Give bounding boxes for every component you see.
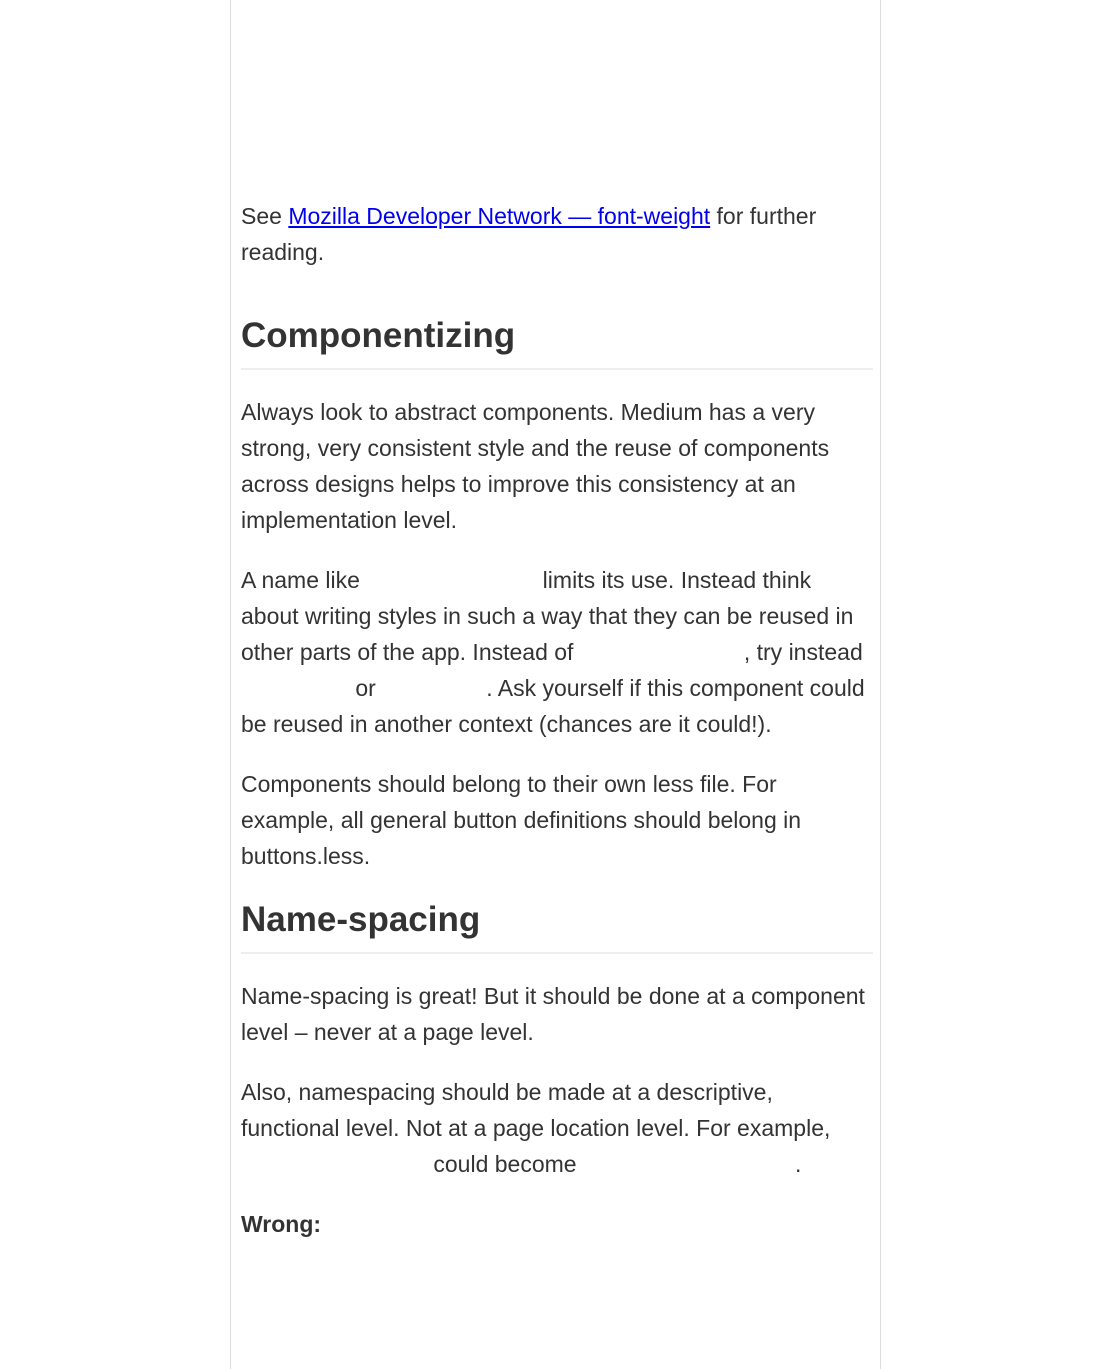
inline-code-placeholder bbox=[241, 680, 349, 700]
namespacing-heading: Name-spacing bbox=[241, 898, 873, 954]
inline-code-placeholder bbox=[366, 572, 536, 592]
namespacing-paragraph-1: Name-spacing is great! But it should be done at a component level – never at a page level. bbox=[241, 983, 865, 1045]
document-page bbox=[230, 0, 881, 1369]
inline-code-placeholder bbox=[580, 644, 744, 664]
blank-code-area bbox=[241, 0, 873, 198]
namespacing-paragraph-2: Also, namespacing should be made at a descriptive, functional level. Not at a page location level. For example, could become . bbox=[241, 1079, 831, 1177]
componentizing-paragraph-2: A name like limits its use. Instead think about writing styles in such a way that they can be reused in other parts of the app. Instead of , try instead or . Ask yourself if this component could be reused in another context (chances are it could!). bbox=[241, 567, 865, 737]
inline-code-placeholder bbox=[583, 1156, 795, 1176]
componentizing-heading: Componentizing bbox=[241, 314, 873, 370]
wrong-label: Wrong: bbox=[241, 1211, 322, 1237]
inline-code-placeholder bbox=[241, 1156, 427, 1176]
further-reading-paragraph: See Mozilla Developer Network — font-weight for further reading. bbox=[241, 203, 817, 265]
mdn-font-weight-link[interactable]: Mozilla Developer Network — font-weight bbox=[288, 203, 711, 229]
componentizing-paragraph-3: Components should belong to their own less file. For example, all general button definitions should belong in buttons.less. bbox=[241, 771, 802, 869]
componentizing-paragraph-1: Always look to abstract components. Medium has a very strong, very consistent style and the reuse of components across designs helps to improve this consistency at an implementation level. bbox=[241, 399, 830, 533]
inline-code-placeholder bbox=[382, 680, 486, 700]
document-content bbox=[241, 0, 873, 1242]
